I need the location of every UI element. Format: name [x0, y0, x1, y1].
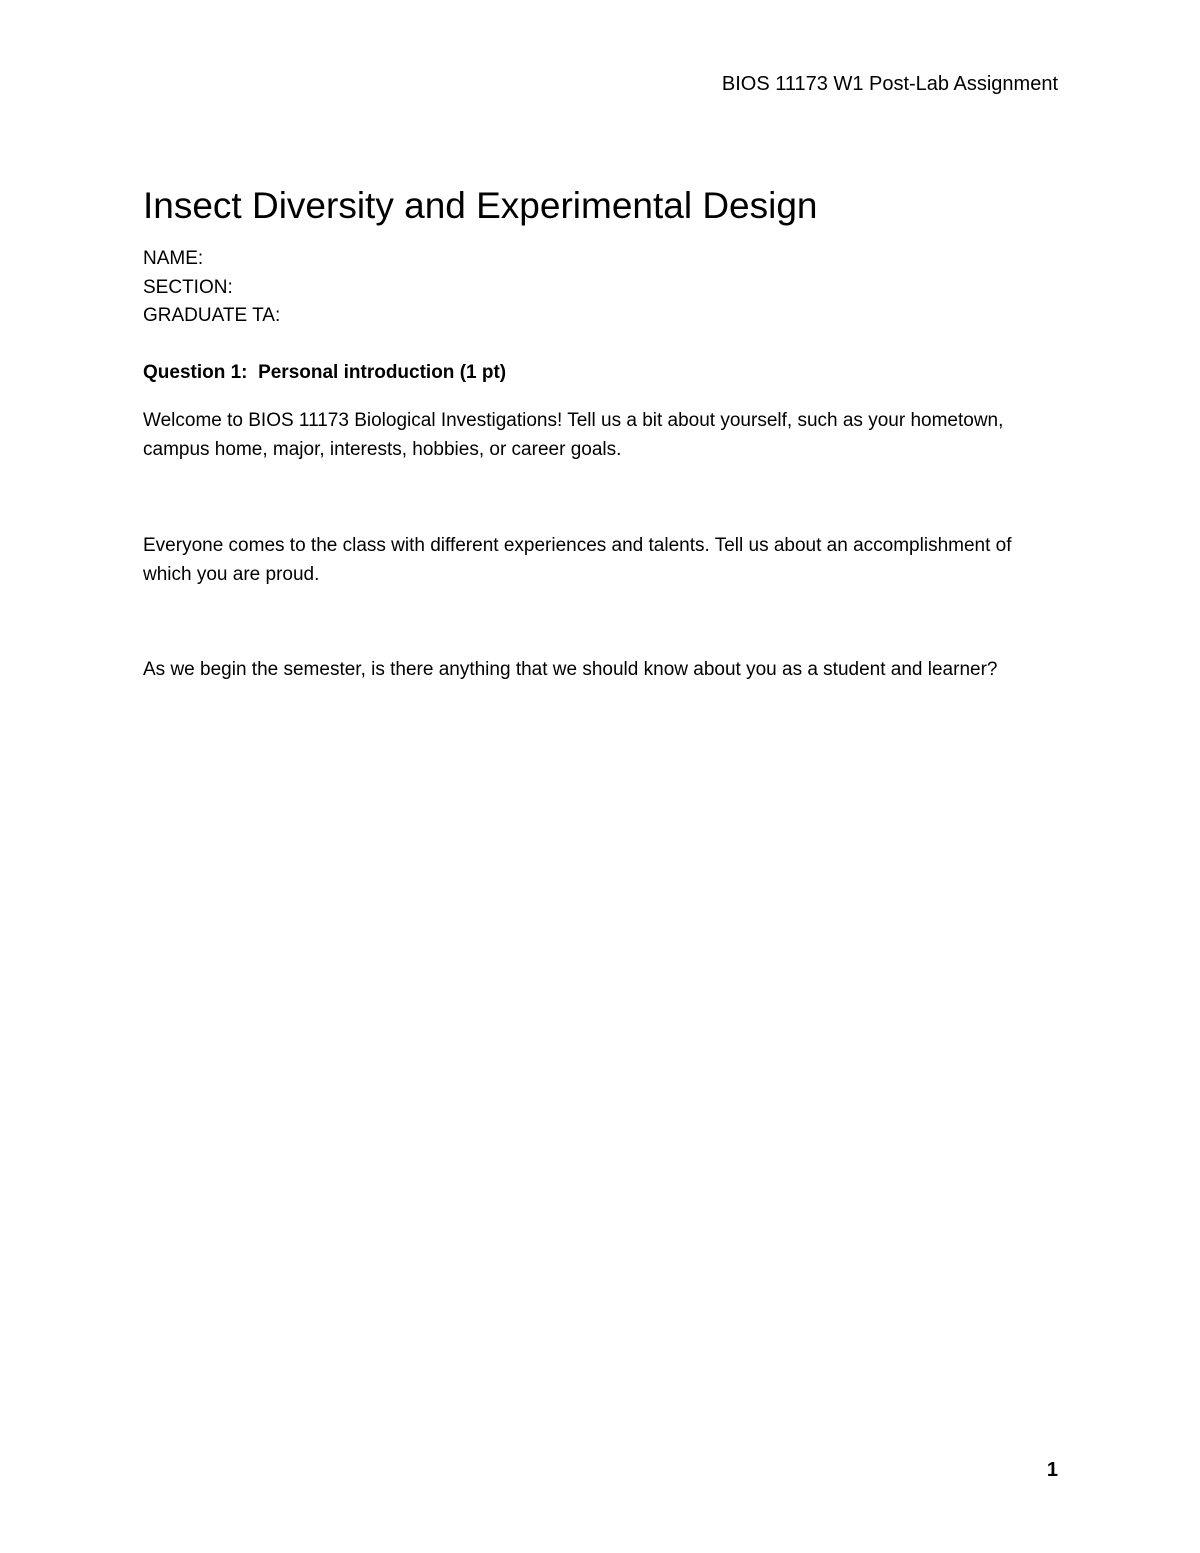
document-title: Insect Diversity and Experimental Design [143, 185, 818, 226]
question-1-prompt-introduction: Welcome to BIOS 11173 Biological Investigations! Tell us a bit about yourself, such as your hometown, campus home, major, interests, hobbies, or career goals. [143, 410, 1004, 460]
name-field-label: NAME: [143, 248, 204, 269]
question-1-prompt-learner: As we begin the semester, is there anything that we should know about you as a student and learner? [143, 659, 998, 680]
graduate-ta-field-label: GRADUATE TA: [143, 305, 281, 326]
student-info-fields [143, 245, 280, 331]
question-1-heading: Question 1: Personal introduction (1 pt) [143, 362, 507, 383]
question-1-prompt-accomplishment: Everyone comes to the class with different experiences and talents. Tell us about an accomplishment of which you are proud. [143, 535, 1012, 585]
section-field-label: SECTION: [143, 276, 233, 298]
page-number: 1 [1046, 1459, 1058, 1481]
running-header: BIOS 11173 W1 Post-Lab Assignment [721, 73, 1058, 95]
